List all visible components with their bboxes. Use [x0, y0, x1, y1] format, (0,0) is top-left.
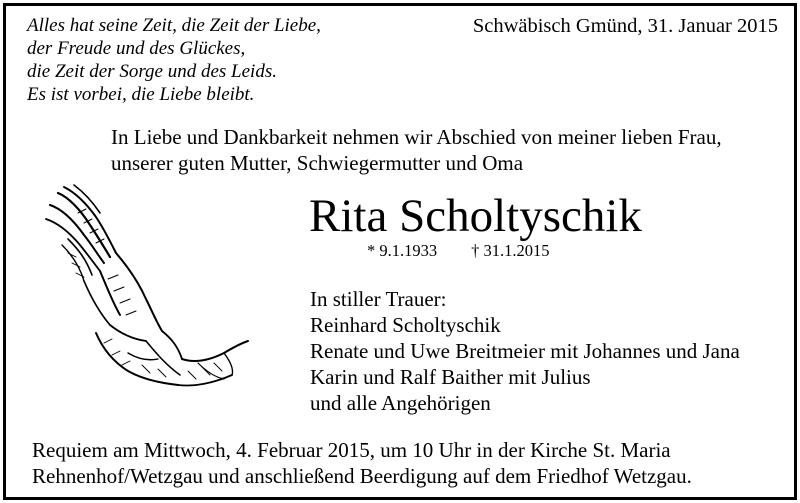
place-and-date: Schwäbisch Gmünd, 31. Januar 2015: [472, 15, 778, 37]
poem-line: der Freude und des Glückes,: [27, 38, 246, 59]
service-line: Rehnenhof/Wetzgau und anschließend Beerdigung auf dem Friedhof Wetzgau.: [32, 464, 692, 488]
mourner-line: Reinhard Scholtyschik: [310, 313, 501, 337]
poem-line: Alles hat seine Zeit, die Zeit der Liebe,: [27, 15, 321, 36]
praying-hands-icon: [38, 183, 250, 395]
poem-line: die Zeit der Sorge und des Leids.: [27, 61, 277, 82]
mourner-line: Karin und Ralf Baither mit Julius: [310, 365, 591, 389]
intro-text: [111, 124, 722, 176]
death-date: † 31.1.2015: [471, 241, 550, 260]
service-line: Requiem am Mittwoch, 4. Februar 2015, um 10 Uhr in der Kirche St. Maria: [32, 438, 671, 462]
mourners-heading: In stiller Trauer:: [310, 287, 447, 311]
mourner-line: Renate und Uwe Breitmeier mit Johannes und Jana: [310, 339, 740, 363]
mourners-list: [310, 286, 740, 416]
mourner-line: und alle Angehörigen: [310, 391, 491, 415]
poem: [27, 14, 321, 106]
service-details: [32, 437, 692, 489]
intro-line: In Liebe und Dankbarkeit nehmen wir Abschied von meiner lieben Frau,: [111, 125, 722, 149]
deceased-name: Rita Scholtyschik: [309, 190, 642, 242]
birth-date: * 9.1.1933: [367, 241, 438, 260]
poem-line: Es ist vorbei, die Liebe bleibt.: [27, 84, 255, 105]
life-dates: [367, 241, 550, 261]
intro-line: unserer guten Mutter, Schwiegermutter und Oma: [111, 151, 524, 175]
